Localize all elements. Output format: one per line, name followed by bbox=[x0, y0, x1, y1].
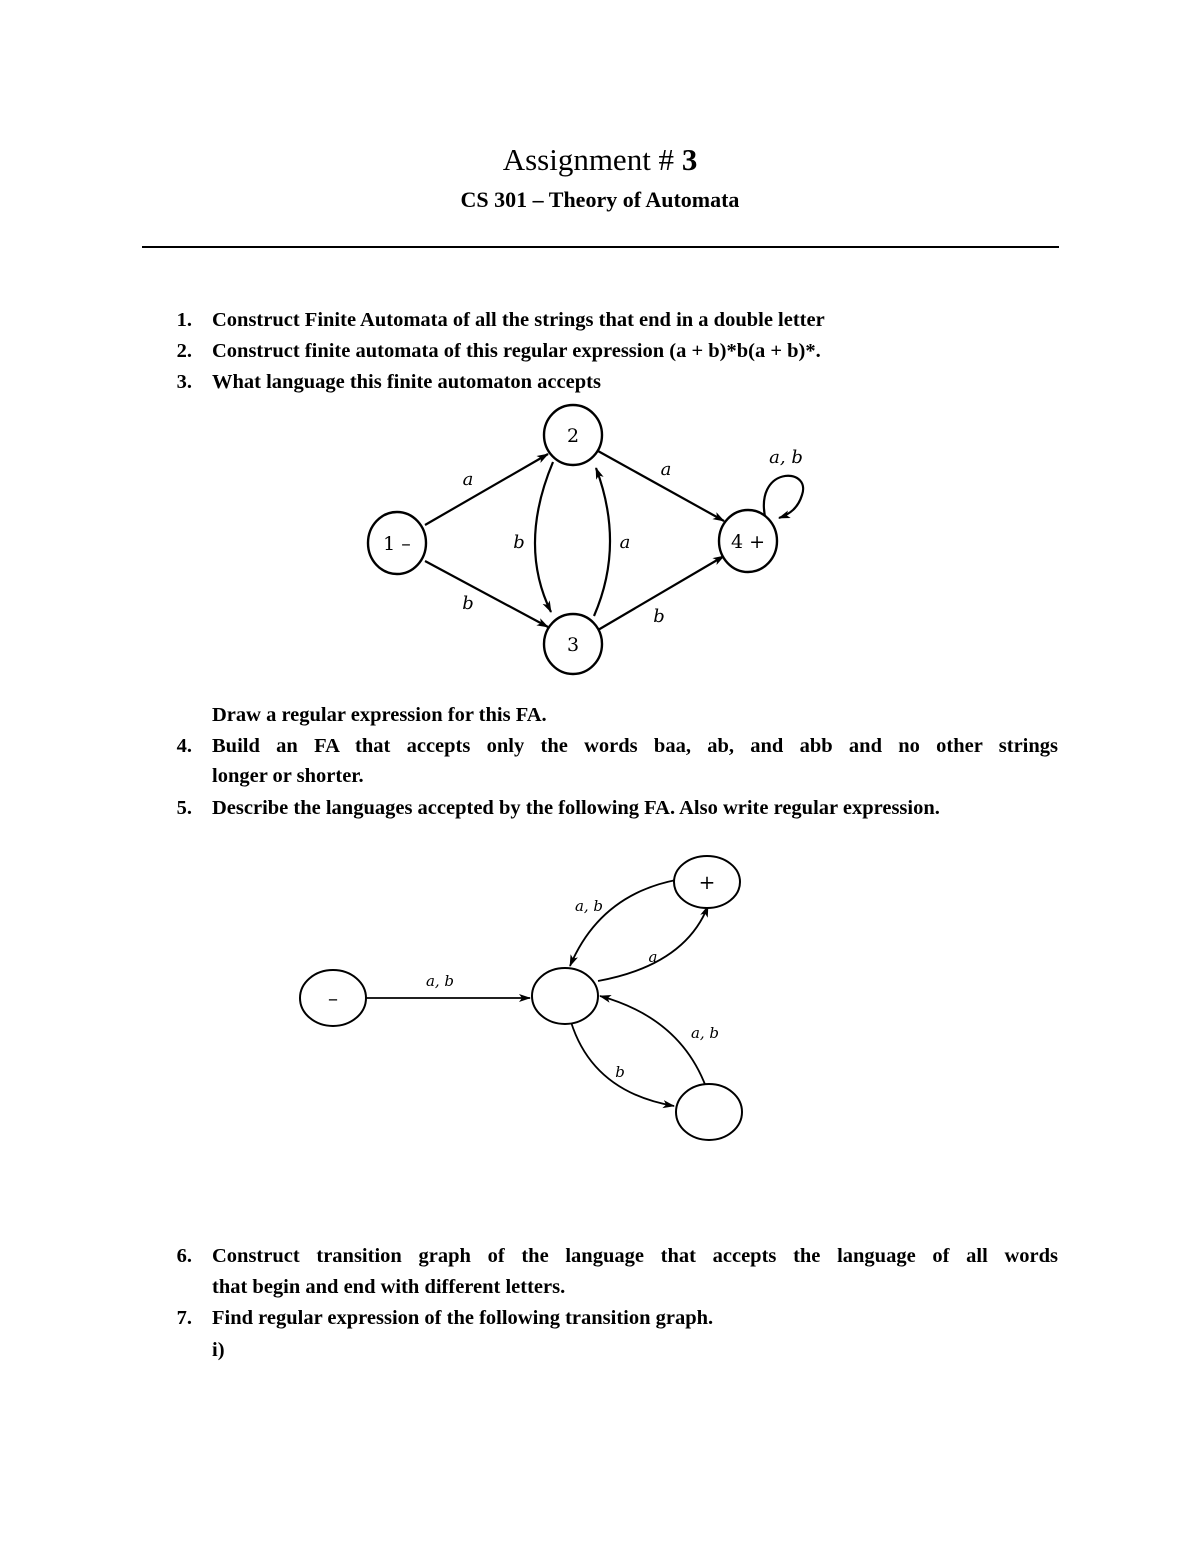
q1-text: Construct Finite Automata of all the strings that end in a double letter bbox=[212, 309, 825, 331]
fa1-state-2-label: 2 bbox=[566, 425, 580, 447]
title-prefix: Assignment # bbox=[502, 142, 682, 177]
fa1-state-3-label: 3 bbox=[566, 634, 580, 656]
q7-number: 7. bbox=[176, 1307, 192, 1329]
q6-text-line1: Construct transition graph of the language that accepts the language of all words bbox=[212, 1245, 1058, 1267]
header-divider bbox=[142, 246, 1059, 248]
q3-number: 3. bbox=[176, 371, 192, 393]
q6-text-line2: that begin and end with different letters. bbox=[212, 1276, 566, 1298]
fa1-loop-4 bbox=[764, 476, 803, 521]
fa1-edge-2-4-label: a bbox=[660, 459, 672, 480]
fa2-state-lower bbox=[676, 1084, 742, 1140]
course-subtitle: CS 301 – Theory of Automata bbox=[460, 187, 740, 212]
q2-number: 2. bbox=[176, 340, 192, 362]
q5-text: Describe the languages accepted by the following FA. Also write regular expression. bbox=[212, 797, 940, 819]
q3-followup: Draw a regular expression for this FA. bbox=[212, 704, 547, 726]
q7-text: Find regular expression of the following transition graph. bbox=[212, 1307, 714, 1329]
fa1-edge-1-2-label: a bbox=[462, 469, 474, 490]
fa2-edge-middle-lower-label: b bbox=[615, 1063, 625, 1081]
fa2-edge-lower-middle-label: a, b bbox=[690, 1024, 720, 1042]
q4-text-line1: Build an FA that accepts only the words baa, ab, and abb and no other strings bbox=[212, 735, 1058, 757]
assignment-title bbox=[0, 140, 1200, 180]
fa2-edge-middle-accept bbox=[598, 906, 708, 981]
fa2-edge-accept-middle-label: a, b bbox=[574, 897, 604, 915]
fa2-state-middle bbox=[532, 968, 598, 1024]
title-number: 3 bbox=[681, 142, 698, 177]
q4-number: 4. bbox=[176, 735, 192, 757]
fa2-edge-accept-middle bbox=[570, 880, 676, 966]
fa1-edge-3-2 bbox=[594, 468, 610, 616]
fa1-edge-3-2-label: a bbox=[619, 532, 631, 553]
fa2-diagram bbox=[212, 835, 892, 1160]
fa1-loop-4-label: a, b bbox=[769, 447, 803, 468]
fa1-edge-2-3-label: b bbox=[513, 532, 525, 553]
q3-text: What language this finite automaton accepts bbox=[212, 371, 601, 393]
fa1-state-4-label: 4 + bbox=[730, 531, 766, 553]
q1-number: 1. bbox=[176, 309, 192, 331]
fa1-figure bbox=[228, 398, 968, 693]
fa2-edge-start-middle-label: a, b bbox=[425, 972, 455, 990]
fa1-edge-3-4-label: b bbox=[653, 606, 665, 627]
fa1-edge-1-3 bbox=[425, 561, 548, 627]
fa2-edge-middle-accept-label: a bbox=[648, 948, 658, 966]
fa2-figure bbox=[212, 835, 892, 1160]
fa1-edge-1-2 bbox=[425, 454, 548, 525]
fa1-diagram bbox=[228, 398, 968, 693]
fa1-edge-2-3 bbox=[535, 462, 553, 612]
q4-text-line2: longer or shorter. bbox=[212, 765, 364, 787]
fa1-state-1-label: 1 – bbox=[383, 533, 411, 555]
q2-text: Construct finite automata of this regular expression (a + b)*b(a + b)*. bbox=[212, 340, 821, 362]
q6-number: 6. bbox=[176, 1245, 192, 1267]
q7-subpart: i) bbox=[212, 1339, 225, 1361]
fa2-state-start-label: – bbox=[328, 986, 338, 1010]
q5-number: 5. bbox=[176, 797, 192, 819]
fa2-state-accept-label: + bbox=[698, 870, 716, 894]
fa1-edge-1-3-label: b bbox=[462, 593, 474, 614]
